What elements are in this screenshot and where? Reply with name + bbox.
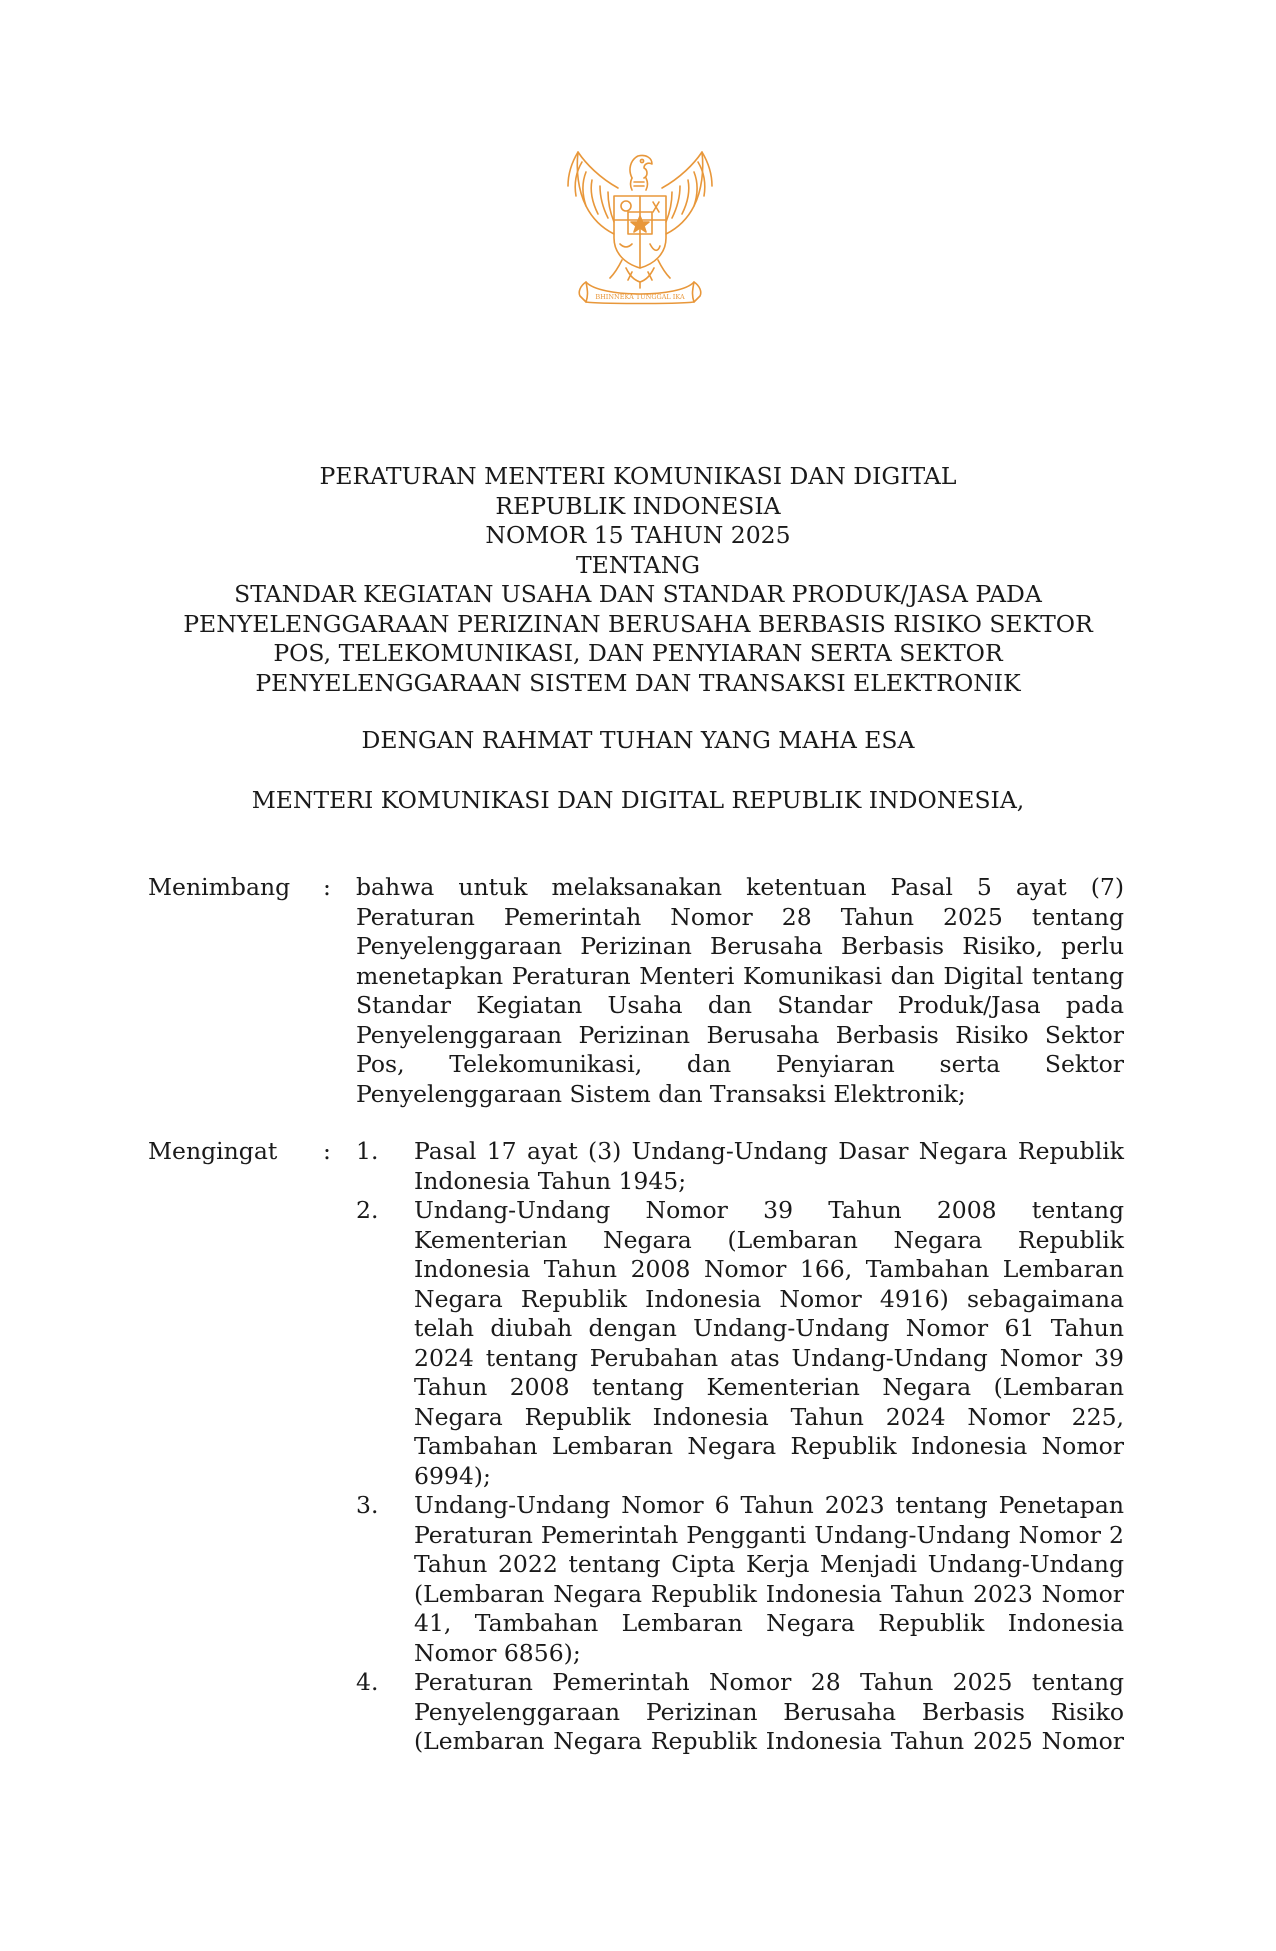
- blessing-line: DENGAN RAHMAT TUHAN YANG MAHA ESA: [361, 726, 915, 754]
- menimbang-colon: :: [323, 873, 331, 901]
- regulation-title: [120, 462, 1156, 698]
- mengingat-colon: :: [323, 1137, 331, 1165]
- title-line: REPUBLIK INDONESIA: [495, 491, 781, 520]
- item-number: 3.: [356, 1491, 379, 1519]
- title-line: POS, TELEKOMUNIKASI, DAN PENYIARAN SERTA SEKTOR: [273, 639, 1003, 667]
- menimbang-text: bahwa untuk melaksanakan ketentuan Pasal 5 ayat (7) Peraturan Pemerintah Nomor 28 Tahun 2025 tentang Penyelenggaraan Perizinan Berusaha Berbasis Risiko, perlu menetapkan Peraturan Menteri Komunikasi dan Digital tentang Standar Kegiatan Usaha dan Standar Produk/Jasa pada Penyelenggaraan Perizinan Berusaha Berbasis Risiko Sektor Pos, Telekomunikasi, dan Penyiaran serta Sektor Penyelenggaraan Sistem dan Transaksi Elektronik;: [356, 873, 1124, 1108]
- item-number: 1.: [356, 1137, 379, 1165]
- item-text: Undang-Undang Nomor 6 Tahun 2023 tentang Penetapan Peraturan Pemerintah Pengganti Undang-Undang Nomor 2 Tahun 2022 tentang Cipta Kerja Menjadi Undang-Undang (Lembaran Negara Republik Indonesia Tahun 2023 Nomor 41, Tambahan Lembaran Negara Republik Indonesia Nomor 6856);: [414, 1491, 1124, 1667]
- title-line: STANDAR KEGIATAN USAHA DAN STANDAR PRODUK/JASA PADA: [234, 580, 1042, 608]
- item-text: Undang-Undang Nomor 39 Tahun 2008 tentang Kementerian Negara (Lembaran Negara Republik Indonesia Tahun 2008 Nomor 166, Tambahan Lembaran Negara Republik Indonesia Nomor 4916) sebagaimana telah diubah dengan Undang-Undang Nomor 61 Tahun 2024 tentang Perubahan atas Undang-Undang Nomor 39 Tahun 2008 tentang Kementerian Negara (Lembaran Negara Republik Indonesia Tahun 2024 Nomor 225, Tambahan Lembaran Negara Republik Indonesia Nomor 6994);: [414, 1196, 1124, 1490]
- title-line: PENYELENGGARAAN PERIZINAN BERUSAHA BERBASIS RISIKO SEKTOR: [183, 609, 1093, 638]
- menimbang-label: Menimbang: [148, 873, 291, 901]
- item-number: 2.: [356, 1196, 379, 1224]
- garuda-pancasila-emblem-icon: [556, 148, 724, 306]
- item-number: 4.: [356, 1668, 379, 1696]
- issuer-line: MENTERI KOMUNIKASI DAN DIGITAL REPUBLIK INDONESIA,: [251, 786, 1025, 814]
- title-line: NOMOR 15 TAHUN 2025: [485, 521, 791, 549]
- item-text: Peraturan Pemerintah Nomor 28 Tahun 2025 tentang Penyelenggaraan Perizinan Berusaha Berbasis Risiko (Lembaran Negara Republik Indonesia Tahun 2025 Nomor: [414, 1668, 1124, 1755]
- title-line: TENTANG: [575, 550, 701, 579]
- title-line: PENYELENGGARAAN SISTEM DAN TRANSAKSI ELEKTRONIK: [255, 668, 1021, 697]
- mengingat-label: Mengingat: [148, 1137, 278, 1165]
- item-text: Pasal 17 ayat (3) Undang-Undang Dasar Negara Republik Indonesia Tahun 1945;: [414, 1137, 1124, 1195]
- title-line: PERATURAN MENTERI KOMUNIKASI DAN DIGITAL: [319, 462, 957, 490]
- svg-text:BHINNEKA TUNGGAL IKA: BHINNEKA TUNGGAL IKA: [595, 293, 685, 301]
